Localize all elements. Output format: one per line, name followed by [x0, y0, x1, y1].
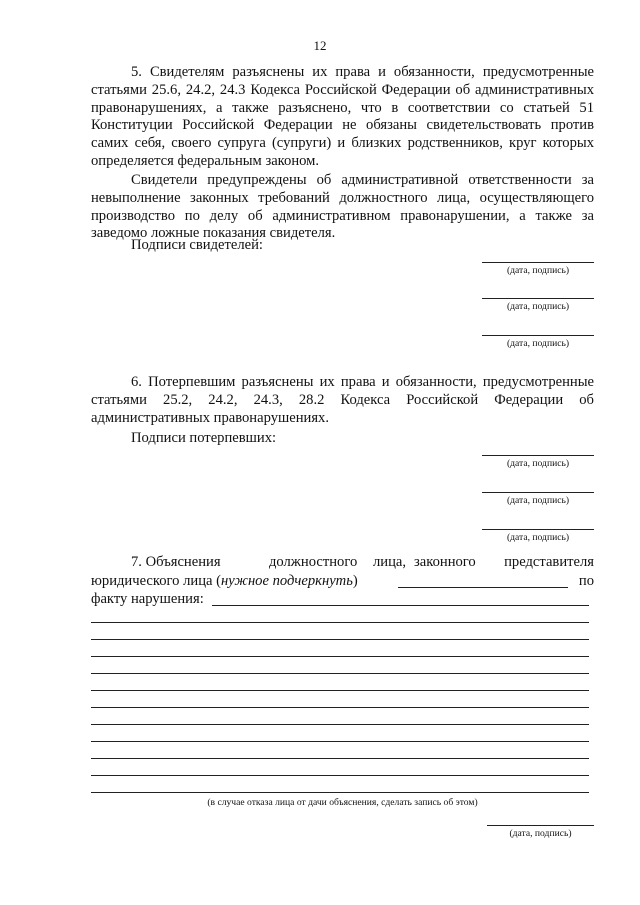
- section-5-warning-paragraph: [91, 172, 594, 243]
- section-5-text: 5. Свидетелям разъяснены их права и обязанности, предусмотренные статьями 25.6, 24.2, 24.3 Кодекса Российской Федерации об административных правонарушениях, а также разъяснено, что в соответствии со статьей 51 Конституции Российской Федерации не обязаны свидетельствовать против самих себя, своего супруга (супруги) и близких родственников, круг которых определяется федеральным законом.: [91, 64, 594, 169]
- explanation-line[interactable]: [91, 656, 589, 657]
- witness-signatures-label: Подписи свидетелей:: [131, 237, 263, 253]
- section-7-word: 7. Объяснения: [131, 554, 221, 570]
- signature-caption: (дата, подпись): [506, 265, 570, 276]
- explanation-line[interactable]: [91, 775, 589, 776]
- section-5-warning-text: Свидетели предупреждены об административной ответственности за невыполнение законных требований должностного лица, осуществляющего производство по делу об административном правонарушении, а также за заведомо ложные показания свидетеля.: [91, 172, 594, 242]
- explanation-line[interactable]: [91, 639, 589, 640]
- signature-caption: (дата, подпись): [506, 495, 570, 506]
- section-7-word: должностного: [269, 554, 358, 570]
- signature-caption: (дата, подпись): [506, 301, 570, 312]
- section-5-paragraph: [91, 64, 594, 171]
- section-7-text: юридического лица (: [91, 573, 222, 589]
- section-7-text: ): [352, 573, 358, 589]
- witness-signature-line-3[interactable]: [482, 335, 594, 336]
- signature-caption: (дата, подпись): [506, 532, 570, 543]
- page-number: 12: [313, 38, 327, 53]
- section-6-paragraph: [91, 374, 594, 427]
- section-6-text: 6. Потерпевшим разъяснены их права и обязанности, предусмотренные статьями 25.2, 24.2, 24.3, 28.2 Кодекса Российской Федерации об административных правонарушениях.: [91, 374, 594, 426]
- signature-caption: (дата, подпись): [506, 338, 570, 349]
- explanation-line[interactable]: [91, 707, 589, 708]
- witness-signature-line-1[interactable]: [482, 262, 594, 263]
- witness-signature-line-2[interactable]: [482, 298, 594, 299]
- explanation-line[interactable]: [91, 758, 589, 759]
- section-7-italic-note: нужное подчеркнуть: [221, 573, 353, 589]
- signature-caption: (дата, подпись): [509, 828, 572, 839]
- explanation-line[interactable]: [91, 690, 589, 691]
- section-7-word: представителя: [504, 554, 594, 570]
- explanation-line[interactable]: [91, 741, 589, 742]
- explanation-line[interactable]: [91, 792, 589, 793]
- signature-caption: (дата, подпись): [506, 458, 570, 469]
- official-signature-line[interactable]: [487, 825, 594, 826]
- section-7-text: факту нарушения:: [91, 591, 204, 607]
- section-7-word: законного: [414, 554, 476, 570]
- victim-signature-line-2[interactable]: [482, 492, 594, 493]
- victim-signatures-label: Подписи потерпевших:: [131, 430, 277, 446]
- representative-name-field[interactable]: [398, 587, 568, 588]
- victim-signature-line-3[interactable]: [482, 529, 594, 530]
- explanation-field[interactable]: [212, 605, 589, 606]
- refusal-note: (в случае отказа лица от дачи объяснения, сделать запись об этом): [207, 797, 478, 808]
- section-7-word: по: [578, 573, 594, 589]
- section-7-word: лица,: [373, 554, 407, 570]
- victim-signature-line-1[interactable]: [482, 455, 594, 456]
- explanation-line[interactable]: [91, 673, 589, 674]
- explanation-line[interactable]: [91, 622, 589, 623]
- explanation-line[interactable]: [91, 724, 589, 725]
